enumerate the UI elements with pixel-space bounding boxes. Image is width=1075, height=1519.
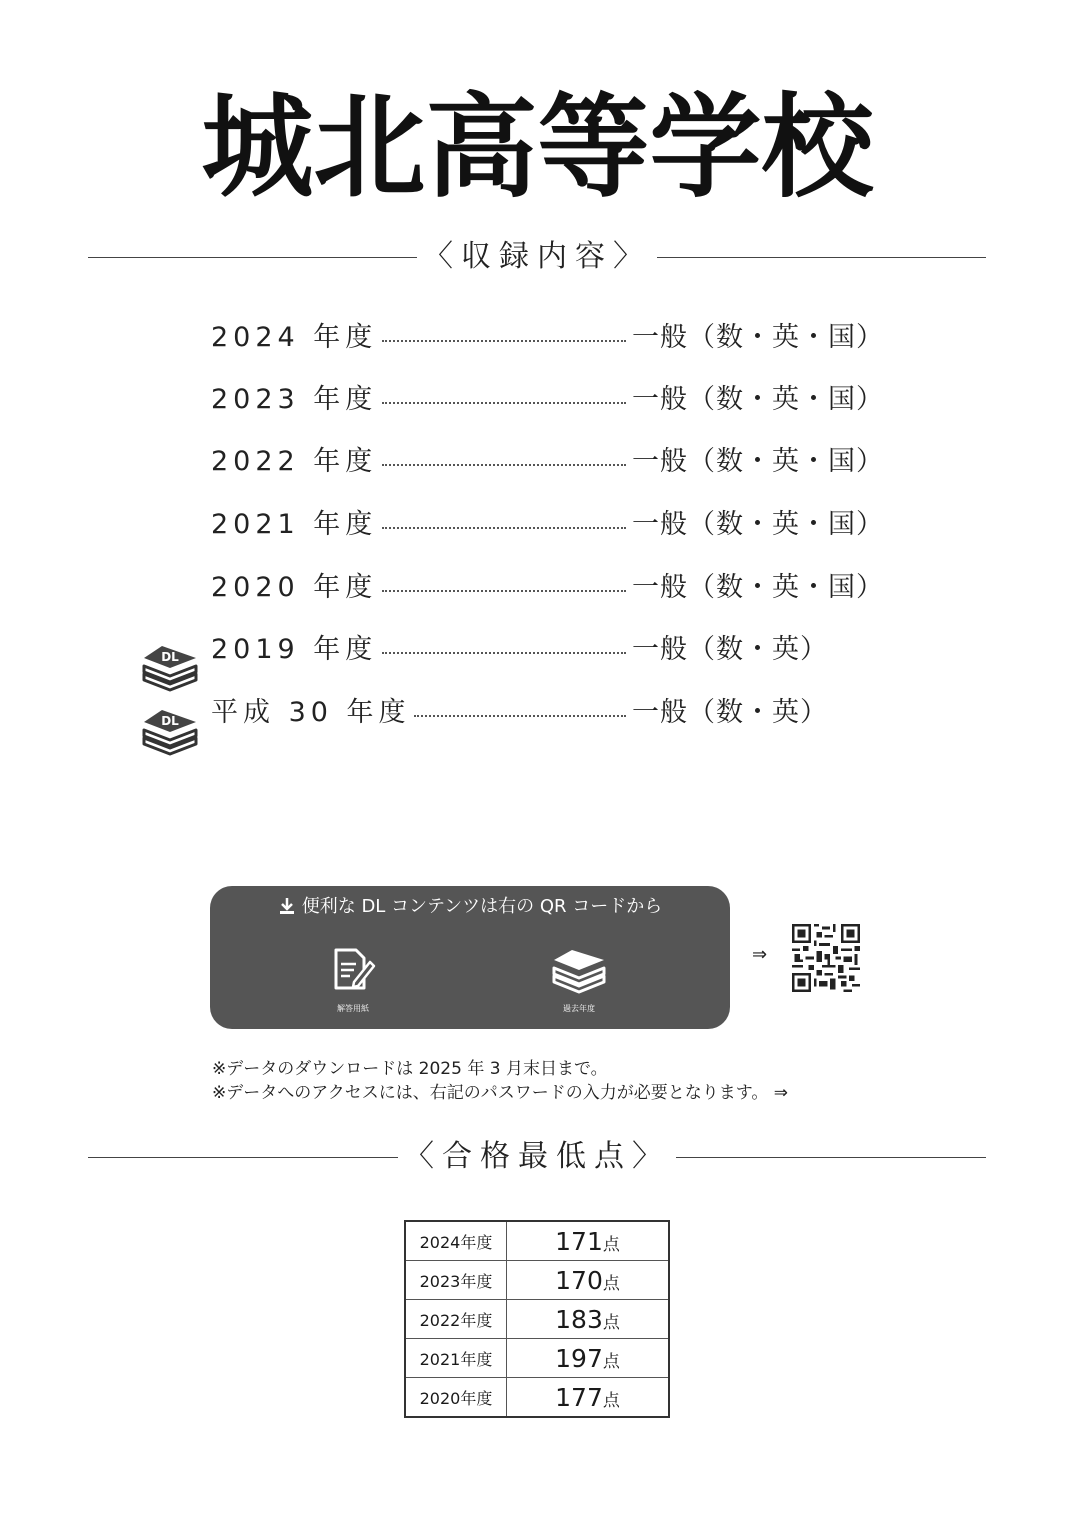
score-heading-label: 〈合格最低点〉 [398,1142,676,1172]
score-year: 2021年度 [405,1339,507,1378]
qr-code[interactable] [792,924,860,992]
dl-badge-text: DL [161,650,179,664]
score-cell [507,1261,670,1300]
leader-dots [382,402,626,404]
download-box-heading [210,896,730,918]
contents-year: 2022 年度 [211,446,378,477]
score-value: 197 [555,1343,603,1373]
contents-year: 2024 年度 [211,322,378,353]
leader-dots [382,464,626,466]
download-notes [212,1057,788,1105]
arrow-to-qr: ⇒ [752,944,768,965]
table-row [405,1261,669,1300]
past-years-caption: 過去年度 [563,1004,595,1013]
download-icon [278,897,296,915]
score-value: 170 [555,1265,603,1295]
score-cell [507,1300,670,1339]
score-heading [88,1139,986,1174]
score-value: 177 [555,1382,603,1412]
note-line: ※データへのアクセスには、右記のパスワードの入力が必要となります。 ⇒ [212,1083,789,1103]
contents-exam: 一般（数・英・国） [632,384,884,415]
contents-year: 2023 年度 [211,384,378,415]
score-value: 183 [555,1304,603,1334]
min-score-table [404,1220,670,1418]
table-row [405,1378,669,1418]
score-year: 2022年度 [405,1300,507,1339]
score-cell [507,1378,670,1418]
contents-heading-label: 〈収録内容〉 [417,242,657,272]
leader-dots [382,590,626,592]
answer-sheet-icon [326,942,380,996]
answer-sheet-caption: 解答用紙 [337,1004,369,1013]
contents-year: 2019 年度 [211,634,378,665]
contents-exam: 一般（数・英・国） [632,509,884,540]
score-year: 2020年度 [405,1378,507,1418]
score-cell [507,1221,670,1261]
contents-year: 平成 30 年度 [211,697,411,728]
contents-year: 2020 年度 [211,572,378,603]
contents-exam: 一般（数・英・国） [632,322,884,353]
leader-dots [382,527,626,529]
table-row [405,1221,669,1261]
download-content-box[interactable] [210,886,730,1029]
table-row [405,1300,669,1339]
download-book-icon[interactable] [140,640,200,692]
dl-badge-text: DL [161,714,179,728]
page-title: 城北高等学校 [201,83,874,213]
answer-sheet-item[interactable] [313,942,393,1014]
score-unit: 点 [602,1312,620,1333]
table-row [405,1339,669,1378]
leader-dots [382,652,626,654]
score-unit: 点 [602,1390,620,1411]
contents-exam: 一般（数・英・国） [632,572,884,603]
contents-year: 2021 年度 [211,509,378,540]
leader-dots [414,715,626,717]
score-cell [507,1339,670,1378]
score-unit: 点 [602,1273,620,1294]
note-line: ※データのダウンロードは 2025 年 3 月末日まで。 [212,1059,608,1079]
contents-exam: 一般（数・英） [632,634,828,665]
past-years-item[interactable] [539,942,619,1014]
score-unit: 点 [602,1234,620,1255]
contents-exam: 一般（数・英・国） [632,446,884,477]
leader-dots [382,340,626,342]
score-year: 2024年度 [405,1221,507,1261]
contents-exam: 一般（数・英） [632,697,828,728]
book-stack-icon [550,942,608,996]
score-unit: 点 [602,1351,620,1372]
download-box-heading-text: 便利な DL コンテンツは右の QR コードから [301,896,663,917]
download-book-icon[interactable] [140,704,200,756]
contents-heading [88,239,986,274]
score-value: 171 [555,1226,603,1256]
score-year: 2023年度 [405,1261,507,1300]
